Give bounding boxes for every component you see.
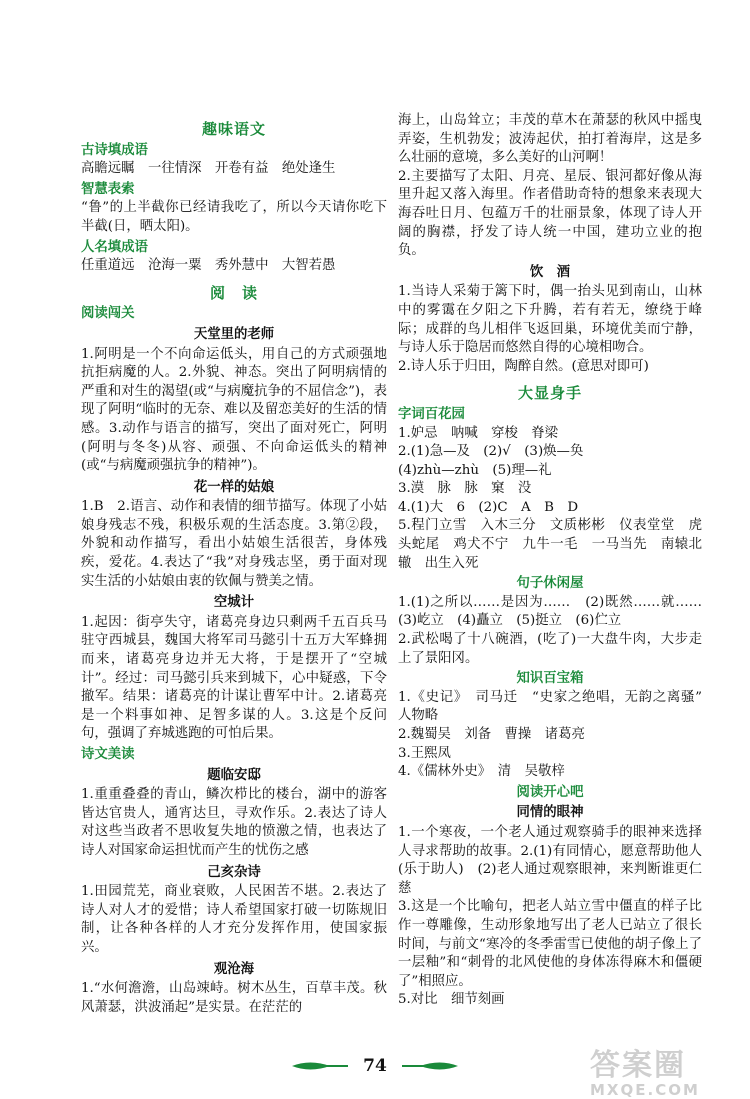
poem-answer-2: 1.田园荒芜，商业衰败，人民困苦不堪。2.表达了诗人对人才的爱惜；诗人希望国家打破一切陈规旧制，让各种各样的人才充分发挥作用，使国家振兴。 (81, 884, 387, 955)
subsection-sentences: 句子休闲屋 (516, 575, 584, 592)
subsection-words: 字词百花园 (398, 405, 465, 422)
article-answer-4: 1.一个寒夜，一个老人通过观察骑手的眼神来选择人寻求帮助的故事。2.(1)有同情心，愿意帮助他人(乐于助人) (2)老人通过观察眼神，来判断谁更仁慈 (398, 824, 702, 896)
article-answer-3: 1.起因：街亭失守，诸葛亮身边只剩两千五百兵马驻守西城县，魏国大将军司马懿引十五万大军蜂拥而来，诸葛亮身边并无大将，于是摆开了“空城计”。经过：司马懿引兵来到城下，心中疑惑，下令撤军。结果：诸葛亮的计谋让曹军中计。2.诸葛亮是一个料事如神、足智多谋的人。3.这是个反问句，强调了弃城逃跑的可怕后果。 (81, 614, 387, 742)
words-answer-4: 3.漠 脉 脉 窠 没 (398, 481, 532, 497)
watermark-text: 答案圈 (590, 1048, 686, 1083)
article-answer-4-part2: 3.这是一个比喻句，把老人站立雪中僵直的样子比作一尊雕像，生动形象地写出了老人已站立了很长时间，与前文“寒冷的冬季雷雪已使他的胡子像上了一层釉”和“刺骨的北风使他的身体冻得麻木和僵硬了”相照应。 (398, 899, 702, 989)
subsection-pass: 阅读闯关 (81, 305, 135, 322)
sentences-answer-1: 1.(1)之所以……是因为…… (2)既然……就…… (3)屹立 (4)矗立 (5)挺立 (6)伫立 (398, 594, 716, 629)
poem-title-3: 观沧海 (213, 960, 255, 977)
poem-answer-4-part2: 2.诗人乐于归田，陶醉自然。(意思对即可) (398, 358, 649, 374)
poem-answer-3-cont: 海上，山岛耸立；丰茂的草木在萧瑟的秋风中摇曳弄姿，生机勃发；波涛起伏，拍打着海岸，这是多么壮丽的意境，多么美好的山河啊！ (398, 113, 702, 166)
subsection-names: 人名填成语 (81, 238, 148, 255)
subsection-idioms: 古诗填成语 (81, 141, 148, 158)
words-answer-1: 1.妒忌 呐喊 穿梭 脊梁 (398, 425, 559, 441)
subsection-happy-reading: 阅读开心吧 (516, 783, 584, 800)
leaf-ornament-right-icon (400, 1059, 460, 1073)
words-answer-6: 5.程门立雪 入木三分 文质彬彬 仪表堂堂 虎头蛇尾 鸡犬不宁 九牛一毛 一马当先 南辕北辙 出生入死 (398, 518, 702, 571)
article-title-2: 花一样的姑娘 (193, 478, 275, 495)
idioms-answer: 高瞻远瞩 一往情深 开卷有益 绝处逢生 (81, 161, 336, 177)
words-answer-2: 2.(1)急—及 (2)√ (3)焕—奂 (398, 444, 584, 460)
left-column (81, 112, 387, 1017)
article-answer-1: 1.阿明是一个不向命运低头，用自己的方式顽强地抗拒病魔的人。2.外貌、神态。突出了阿明病情的严重和对生的渴望(或“与病魔抗争的不屈信念”)，表现了阿明“临时的无奈、难以及留恋美好的生活的情感。3.动作与语言的描写，突出了面对死亡，阿明(阿明与冬冬)从容、顽强、不向命运低头的精神(或“与病魔顽强抗争的精神”)。 (81, 346, 387, 474)
right-column (398, 112, 716, 1010)
article-answer-4-part3: 5.对比 细节刻画 (398, 992, 505, 1008)
knowledge-answer-2: 2.魏蜀吴 刘备 曹操 诸葛亮 (398, 727, 585, 742)
poem-answer-3: 1.“水何澹澹，山岛竦峙。树木丛生，百草丰茂。秋风萧瑟，洪波涌起”是实景。在茫茫的 (81, 981, 387, 1015)
wisdom-answer: “鲁”的上半截你已经请我吃了，所以今天请你吃下半截(日，晒太阳)。 (81, 200, 387, 234)
article-title-4: 同情的眼神 (516, 804, 584, 821)
subsection-wisdom: 智慧表索 (81, 180, 135, 197)
page-number: 74 (363, 1055, 387, 1076)
poem-answer-4: 1.当诗人采菊于篱下时，偶一抬头见到南山，山林中的雾霭在夕阳之下升腾，若有若无，缭绕于峰际；成群的鸟儿相伴飞返回巢，环境优美而宁静，与诗人乐于隐居而悠然自得的心境相吻合。 (398, 284, 702, 356)
watermark-logo (590, 1050, 700, 1098)
names-answer: 任重道远 沧海一粟 秀外慧中 大智若愚 (81, 258, 336, 274)
section-title-fun: 趣味语文 (201, 120, 266, 138)
article-answer-2: 1.B 2.语言、动作和表情的细节描写。体现了小姑娘身残志不残，积极乐观的生活态度。3.第②段，外貌和动作描写，看出小姑娘生活很苦，身体残疾，爱花。4.表达了“我”对身残志坚，勇于面对现实生活的小姑娘由衷的钦佩与赞美之情。 (81, 499, 387, 589)
watermark-url: MXQE.COM (590, 1081, 700, 1099)
subsection-poem: 诗文美读 (81, 746, 135, 762)
sentences-answer-2: 2.武松喝了十八碗酒，(吃了)一大盘牛肉，大步走上了景阳冈。 (398, 632, 702, 666)
poem-answer-1: 1.重重叠叠的青山，鳞次栉比的楼台，湖中的游客皆达官贵人，通宵达旦，寻欢作乐。2.表达了诗人对这些当政者不思收复失地的愤激之情，也表达了诗人对国家命运担忧而产生的忧伤之感 (81, 787, 387, 858)
words-answer-3: (4)zhù—zhù (5)理—礼 (398, 462, 552, 478)
poem-title-1: 题临安邸 (207, 766, 261, 783)
knowledge-answer-3: 3.王熙凤 (398, 745, 451, 761)
poem-title-4: 饮 酒 (529, 263, 571, 280)
article-title-1: 天堂里的老师 (193, 325, 275, 342)
knowledge-answer-4: 4.《儒林外史》 清 吴敬梓 (398, 764, 565, 780)
subsection-knowledge: 知识百宝箱 (516, 670, 584, 687)
leaf-ornament-left-icon (290, 1059, 350, 1073)
words-answer-5: 4.(1)大 6 (2)C A B D (398, 499, 579, 515)
poem-answer-3-part2: 2.主要描写了太阳、月亮、星辰、银河都好像从海里升起又落入海里。作者借助奇特的想象来表现大海吞吐日月、包蕴万千的壮丽景象，体现了诗人开阔的胸襟，抒发了诗人统一中国，建功立业的抱负。 (398, 168, 702, 259)
section-title-show: 大显身手 (517, 384, 582, 403)
article-title-3: 空城计 (213, 594, 255, 611)
section-title-read: 阅 读 (209, 283, 258, 302)
poem-title-2: 己亥杂诗 (207, 863, 261, 880)
knowledge-answer-1: 1.《史记》 司马迁 “史家之绝唱，无韵之离骚” 人物略 (398, 689, 716, 724)
